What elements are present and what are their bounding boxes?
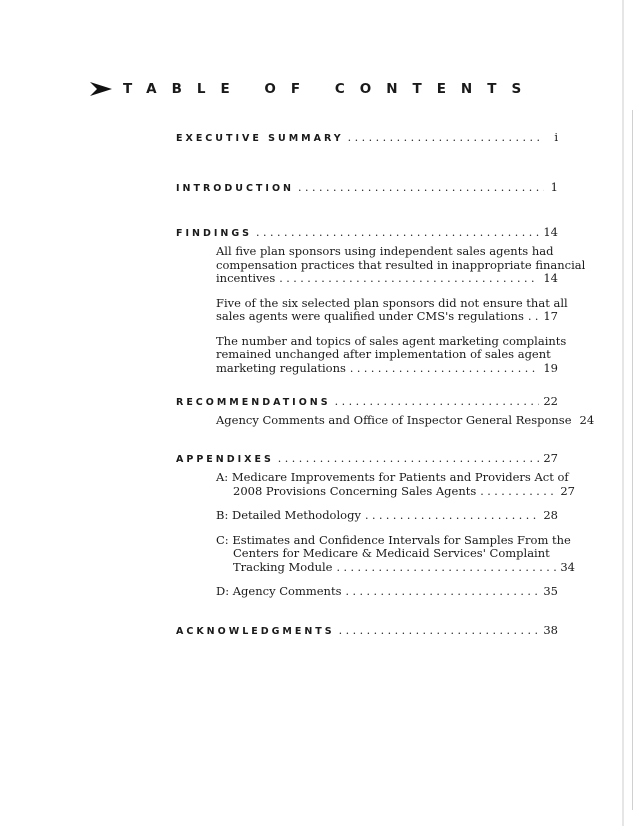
dot-leader [335,395,540,408]
toc-page-number: 19 [543,360,558,375]
dot-leader [346,585,540,599]
dot-leader [298,181,544,194]
toc-section-recommendations [176,394,595,428]
toc-section-title: FINDINGS [176,228,252,239]
subentry-line: incentives [216,271,276,285]
subentry-line: All five plan sponsors using independent sales agents had [216,244,554,258]
toc-header [90,77,536,101]
toc-page-number: 14 [543,225,558,239]
subentry-line: B: Detailed Methodology [216,508,361,522]
toc-subentry-appendix-a[interactable] [216,470,575,498]
page-title: TABLE OF CONTENTS [123,81,537,97]
toc-section-appendixes [176,451,575,599]
toc-page-number: 27 [560,483,575,498]
toc-subentry[interactable] [216,295,568,324]
subentry-line: A: Medicare Improvements for Patients and Providers Act of [216,470,569,484]
toc-section-findings [176,225,586,375]
toc-page-number: 27 [543,451,558,465]
dot-leader [528,310,539,324]
arrow-right-icon [90,82,112,96]
toc-section-executive-summary [176,130,558,144]
subentry-line: The number and topics of sales agent marketing complaints [216,333,567,348]
toc-page-number: 1 [550,180,558,194]
toc-section-title: RECOMMENDATIONS [176,397,331,408]
dot-leader [348,131,544,144]
subentry-line: Tracking Module [233,559,333,574]
subentry-line: compensation practices that resulted in inappropriate financial [216,257,586,272]
dot-leader [350,362,539,376]
subentry-line: marketing regulations [216,360,346,375]
toc-entry[interactable] [176,451,558,465]
dot-leader [279,272,539,286]
dot-leader [337,561,557,575]
toc-entry[interactable] [176,394,558,408]
subentry-line: 2008 Provisions Concerning Sales Agents [233,483,477,498]
toc-page-number: 34 [560,559,575,574]
toc-subentry[interactable] [216,413,595,428]
dot-leader [480,485,556,499]
subentry-line: C: Estimates and Confidence Intervals for Samples From the [216,532,571,547]
subentry-line: Centers for Medicare & Medicaid Services' Complaint [233,546,550,560]
toc-subentry-appendix-b[interactable] [216,509,558,523]
toc-entry[interactable] [176,225,558,239]
dot-leader [365,509,539,523]
toc-page-number: 17 [543,309,558,323]
subentry-line: Agency Comments and Office of Inspector General Response [216,413,572,427]
toc-entry[interactable] [176,130,558,144]
subentry-line: Five of the six selected plan sponsors did not ensure that all [216,295,568,310]
subentry-line: D: Agency Comments [216,584,342,598]
toc-subentry-appendix-d[interactable] [216,585,558,599]
toc-entry[interactable] [176,180,558,194]
dot-leader [339,624,540,637]
toc-section-title: INTRODUCTION [176,183,294,194]
dot-leader [256,226,539,239]
toc-subentry[interactable] [216,333,567,376]
subentry-line: sales agents were qualified under CMS's regulations [216,309,524,323]
toc-page-number: 14 [543,271,558,285]
toc-section-introduction [176,180,558,194]
toc-page-number: 35 [543,584,558,598]
toc-section-title: ACKNOWLEDGMENTS [176,626,335,637]
toc-section-acknowledgments [176,623,558,637]
toc-section-title: APPENDIXES [176,454,274,465]
dot-leader [278,452,540,465]
subentry-line: remained unchanged after implementation of sales agent [216,347,551,361]
toc-subentry-appendix-c[interactable] [216,532,575,575]
toc-subentry[interactable] [216,244,586,286]
page-edge-shadow [622,0,624,826]
toc-section-title: EXECUTIVE SUMMARY [176,133,344,144]
page-edge-line [632,110,633,810]
toc-page-number: 38 [543,623,558,637]
toc-page-number: i [554,130,558,144]
toc-page-number: 24 [579,413,595,427]
toc-page-number: 22 [543,394,558,408]
toc-entry[interactable] [176,623,558,637]
toc-page-number: 28 [543,508,558,522]
